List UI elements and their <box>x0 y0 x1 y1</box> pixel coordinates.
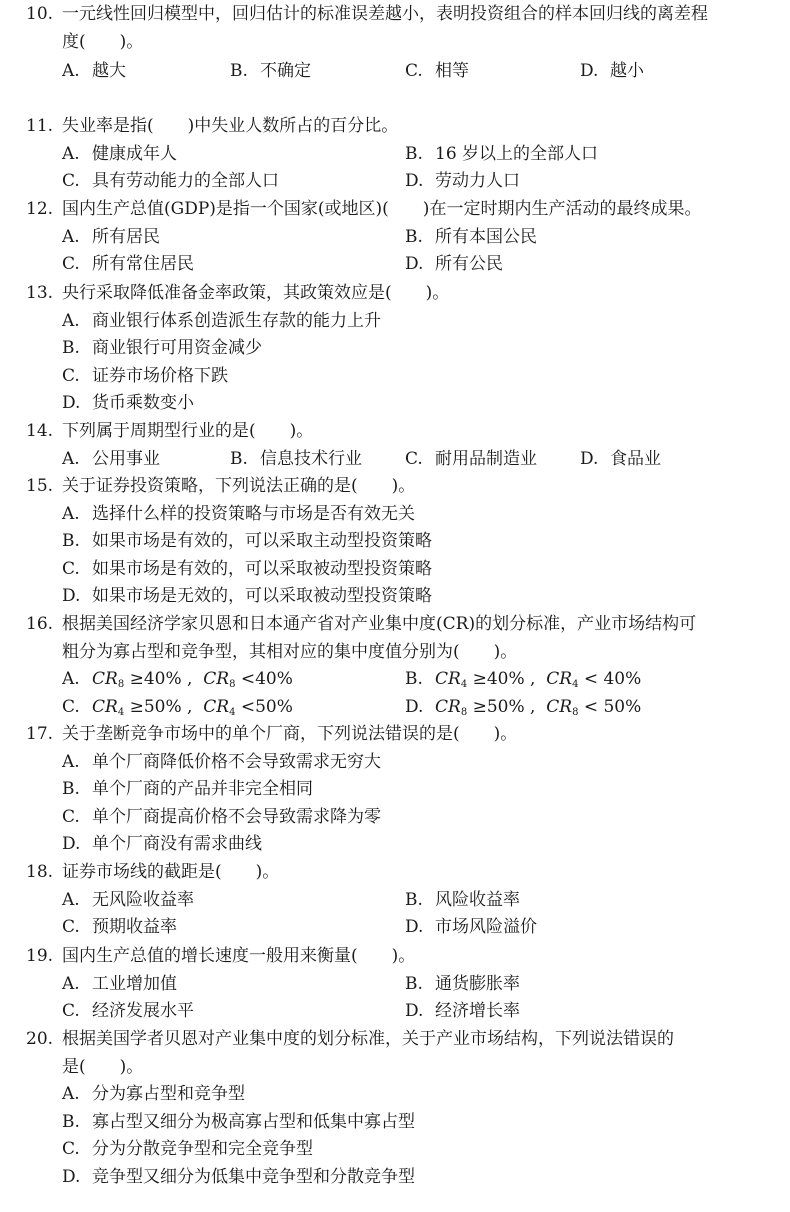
answer-option[interactable] <box>62 500 415 528</box>
option-letter: A. <box>62 143 80 164</box>
answer-option[interactable] <box>62 140 177 168</box>
cr-subscript: 8 <box>460 706 468 718</box>
answer-option[interactable] <box>62 362 228 390</box>
answer-option[interactable] <box>62 250 194 278</box>
option-letter: B. <box>230 448 248 469</box>
question-text: 是( )。 <box>62 1056 144 1077</box>
cr-value: ≥40% , <box>124 669 204 690</box>
option-text: 商业银行体系创造派生存款的能力上升 <box>92 310 381 331</box>
option-text: 如果市场是无效的，可以采取被动型投资策略 <box>92 586 432 607</box>
option-text: 不确定 <box>260 61 311 82</box>
option-text: 如果市场是有效的，可以采取主动型投资策略 <box>92 531 432 552</box>
question-text: 度( )。 <box>62 31 144 52</box>
option-letter: D. <box>405 917 424 938</box>
cr-value: ≥50% , <box>124 696 204 717</box>
option-text: 16 岁以上的全部人口 <box>435 143 599 164</box>
option-letter: B. <box>405 973 423 994</box>
answer-option[interactable] <box>405 57 469 85</box>
option-text: 竞争型又细分为低集中竞争型和分散竞争型 <box>92 1167 415 1187</box>
cr-subscript: 8 <box>572 706 579 718</box>
option-text: 通货膨胀率 <box>435 973 520 994</box>
option-letter: D. <box>62 1167 81 1187</box>
option-letter: B. <box>405 889 423 910</box>
answer-option[interactable] <box>62 970 177 998</box>
option-text: 分为寡占型和竞争型 <box>92 1084 245 1105</box>
answer-option[interactable] <box>62 1135 313 1163</box>
question-number: 16. <box>26 614 54 634</box>
answer-option[interactable] <box>62 167 279 195</box>
question-number: 13. <box>26 283 54 303</box>
option-letter: D. <box>580 61 599 82</box>
option-text: 相等 <box>435 61 469 82</box>
answer-option[interactable] <box>62 1108 415 1136</box>
option-letter: B. <box>230 61 248 82</box>
option-letter: D. <box>405 171 424 192</box>
answer-option[interactable] <box>62 57 126 85</box>
answer-option[interactable] <box>62 1163 415 1191</box>
cr-symbol: CR <box>435 669 461 690</box>
option-text: 预期收益率 <box>92 917 177 938</box>
option-letter: A. <box>62 669 80 690</box>
option-text: 越小 <box>610 61 644 82</box>
question-number: 14. <box>26 421 54 441</box>
option-text: 经济增长率 <box>435 1001 520 1022</box>
cr-symbol: CR <box>546 669 573 690</box>
option-letter: C. <box>62 696 80 717</box>
cr-value: < 40% <box>578 669 642 690</box>
question-number: 19. <box>26 946 54 966</box>
option-text: 单个厂商降低价格不会导致需求无穷大 <box>92 751 381 772</box>
cr-value: ≥40% , <box>467 669 547 690</box>
answer-option[interactable] <box>405 913 537 941</box>
answer-option[interactable] <box>405 445 537 473</box>
question-text: 根据美国学者贝恩对产业集中度的划分标准，关于产业市场结构，下列说法错误的 <box>62 1029 674 1049</box>
answer-option[interactable] <box>230 57 311 85</box>
question-text: 关于证券投资策略，下列说法正确的是( )。 <box>62 476 416 496</box>
option-letter: D. <box>62 834 81 855</box>
answer-option[interactable] <box>62 334 262 362</box>
option-letter: C. <box>62 1139 80 1160</box>
cr-subscript: 8 <box>229 679 236 691</box>
answer-option[interactable] <box>62 582 432 610</box>
question-text: 根据美国经济学家贝恩和日本通产省对产业集中度(CR)的划分标准，产业市场结构可 <box>62 614 697 634</box>
option-letter: C. <box>405 61 423 82</box>
option-letter: B. <box>405 226 423 247</box>
option-text: 公用事业 <box>92 448 160 469</box>
question-number: 20. <box>26 1029 54 1049</box>
answer-option[interactable] <box>62 748 381 776</box>
cr-value: ≥50% , <box>467 696 547 717</box>
option-letter: C. <box>62 1001 80 1022</box>
option-letter: D. <box>405 254 424 275</box>
answer-option[interactable] <box>62 445 160 473</box>
cr-subscript: 4 <box>460 679 468 691</box>
answer-option[interactable] <box>405 223 537 251</box>
option-letter: A. <box>62 751 80 772</box>
cr-value: <40% <box>235 669 293 690</box>
answer-option[interactable] <box>62 775 313 803</box>
option-letter: A. <box>62 61 80 82</box>
option-text: 所有常住居民 <box>92 254 194 275</box>
option-letter: A. <box>62 503 80 524</box>
option-text: 越大 <box>92 61 126 82</box>
option-text: 市场风险溢价 <box>435 917 537 938</box>
option-letter: C. <box>62 171 80 192</box>
question-text: 失业率是指( )中失业人数所占的百分比。 <box>62 116 399 136</box>
option-text: 健康成年人 <box>92 143 177 164</box>
option-letter: B. <box>62 531 80 552</box>
cr-symbol: CR <box>203 696 230 717</box>
option-text: 所有公民 <box>435 254 503 275</box>
option-letter: A. <box>62 1084 80 1105</box>
option-letter: B. <box>62 1111 80 1132</box>
answer-option[interactable] <box>62 223 160 251</box>
answer-option[interactable] <box>62 307 381 335</box>
option-text: 单个厂商的产品并非完全相同 <box>92 779 313 800</box>
answer-option[interactable] <box>62 1080 245 1108</box>
option-letter: C. <box>62 254 80 275</box>
option-letter: B. <box>62 338 80 359</box>
answer-option[interactable] <box>62 913 177 941</box>
question-text: 国内生产总值的增长速度一般用来衡量( )。 <box>62 946 416 966</box>
option-letter: C. <box>62 558 80 579</box>
option-text: 耐用品制造业 <box>435 448 537 469</box>
cr-subscript: 8 <box>117 679 125 691</box>
option-letter: D. <box>62 586 81 607</box>
option-text: 货币乘数变小 <box>92 393 194 414</box>
option-text: 信息技术行业 <box>260 448 362 469</box>
answer-option[interactable] <box>62 886 194 914</box>
answer-option[interactable] <box>62 803 381 831</box>
cr-value: < 50% <box>578 696 642 717</box>
cr-symbol: CR <box>203 669 230 690</box>
option-text: 所有本国公民 <box>435 226 537 247</box>
option-text: 单个厂商提高价格不会导致需求降为零 <box>92 806 381 827</box>
answer-option[interactable] <box>62 527 432 555</box>
cr-value: <50% <box>235 696 293 717</box>
question-number: 12. <box>26 199 54 219</box>
question-text: 关于垄断竞争市场中的单个厂商，下列说法错误的是( )。 <box>62 724 518 744</box>
cr-symbol: CR <box>92 669 118 690</box>
answer-option[interactable] <box>580 57 644 85</box>
question-text: 下列属于周期型行业的是( )。 <box>62 421 314 441</box>
cr-subscript: 4 <box>229 706 236 718</box>
answer-option[interactable] <box>405 167 520 195</box>
option-text: 经济发展水平 <box>92 1001 194 1022</box>
option-letter: D. <box>62 393 81 414</box>
option-letter: B. <box>62 779 80 800</box>
answer-option[interactable] <box>62 830 262 858</box>
option-letter: D. <box>405 696 424 717</box>
cr-symbol: CR <box>546 696 573 717</box>
option-text: 劳动力人口 <box>435 171 520 192</box>
answer-option[interactable] <box>580 445 661 473</box>
option-text: 寡占型又细分为极高寡占型和低集中寡占型 <box>92 1111 415 1132</box>
option-text: 食品业 <box>610 448 661 469</box>
answer-option[interactable] <box>62 555 432 583</box>
answer-option[interactable] <box>62 997 194 1025</box>
option-text: 选择什么样的投资策略与市场是否有效无关 <box>92 503 415 524</box>
option-text: 无风险收益率 <box>92 889 194 910</box>
option-text: 所有居民 <box>92 226 160 247</box>
option-letter: A. <box>62 889 80 910</box>
answer-option[interactable] <box>405 886 520 914</box>
option-letter: D. <box>405 1001 424 1022</box>
option-letter: C. <box>62 917 80 938</box>
cr-symbol: CR <box>435 696 461 717</box>
answer-option[interactable] <box>62 389 194 417</box>
question-number: 11. <box>26 116 54 136</box>
option-text: 商业银行可用资金减少 <box>92 338 262 359</box>
option-letter: B. <box>405 143 423 164</box>
question-number: 17. <box>26 724 54 744</box>
option-letter: D. <box>580 448 599 469</box>
answer-option[interactable] <box>62 693 293 721</box>
option-text: 工业增加值 <box>92 973 177 994</box>
option-letter: A. <box>62 448 80 469</box>
option-letter: A. <box>62 973 80 994</box>
answer-option[interactable] <box>405 997 520 1025</box>
option-text: 具有劳动能力的全部人口 <box>92 171 279 192</box>
answer-option[interactable] <box>405 140 598 168</box>
question-number: 15. <box>26 476 54 496</box>
option-letter: C. <box>405 448 423 469</box>
question-number: 10. <box>26 4 54 24</box>
answer-option[interactable] <box>230 445 362 473</box>
option-letter: A. <box>62 226 80 247</box>
option-text: 分为分散竞争型和完全竞争型 <box>92 1139 313 1160</box>
option-text: 证券市场价格下跌 <box>92 365 228 386</box>
answer-option[interactable] <box>405 665 641 693</box>
question-text: 一元线性回归模型中，回归估计的标准误差越小，表明投资组合的样本回归线的离差程 <box>62 4 708 24</box>
option-letter: C. <box>62 806 80 827</box>
question-text: 粗分为寡占型和竞争型，其相对应的集中度值分别为( )。 <box>62 641 518 662</box>
option-letter: A. <box>62 310 80 331</box>
option-text: 如果市场是有效的，可以采取被动型投资策略 <box>92 558 432 579</box>
option-text: 单个厂商没有需求曲线 <box>92 834 262 855</box>
answer-option[interactable] <box>62 665 293 693</box>
option-letter: B. <box>405 669 423 690</box>
answer-option[interactable] <box>405 250 503 278</box>
question-text: 国内生产总值(GDP)是指一个国家(或地区)( )在一定时期内生产活动的最终成果。 <box>62 199 702 219</box>
cr-subscript: 4 <box>117 706 125 718</box>
cr-symbol: CR <box>92 696 118 717</box>
answer-option[interactable] <box>405 970 520 998</box>
question-number: 18. <box>26 862 54 882</box>
option-letter: C. <box>62 365 80 386</box>
question-text: 证券市场线的截距是( )。 <box>62 862 280 882</box>
question-text: 央行采取降低准备金率政策，其政策效应是( )。 <box>62 283 450 303</box>
answer-option[interactable] <box>405 693 641 721</box>
cr-subscript: 4 <box>572 679 579 691</box>
option-text: 风险收益率 <box>435 889 520 910</box>
